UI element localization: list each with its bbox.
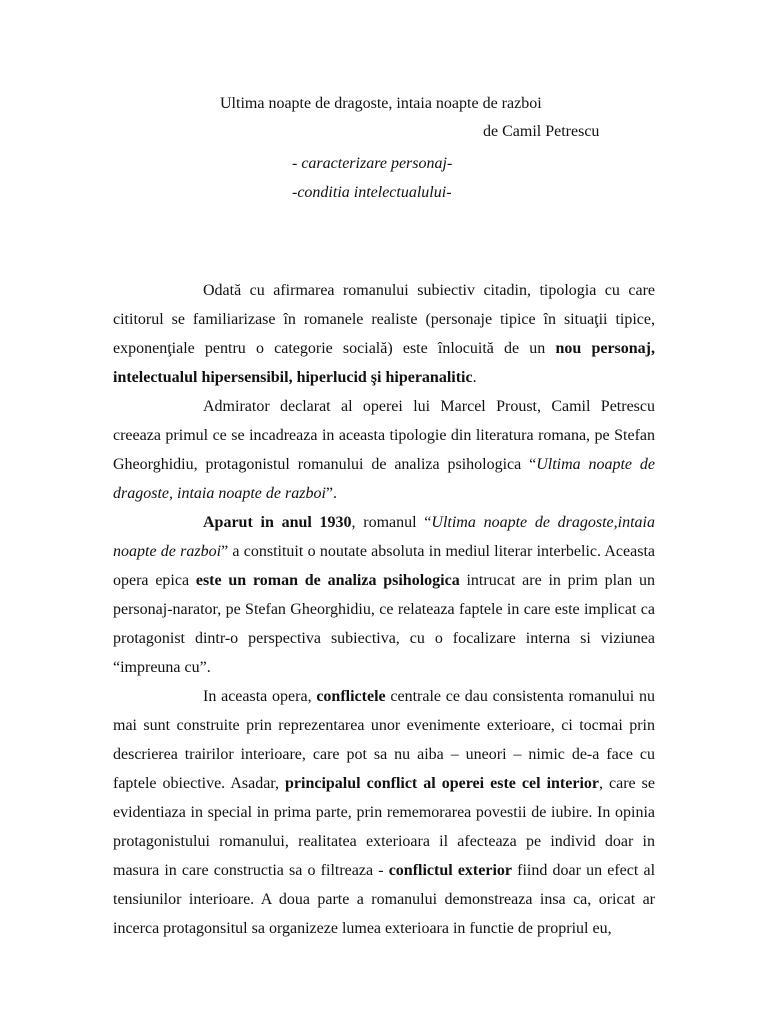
bold-text: este un roman de analiza psihologica	[195, 572, 460, 589]
paragraph	[113, 392, 655, 508]
text-segment: ” a constituit o noutate absoluta in mediul literar interbelic. Aceasta opera epica	[113, 543, 656, 589]
text-segment: centrale ce dau consistenta romanului nu mai sunt construite prin reprezentarea unor evenimente exterioare, ci tocmai prin descrierea trairilor interioare, care pot sa nu aiba – uneori – nimic de-a face cu faptele obiective. Asadar,	[113, 688, 655, 792]
text-segment: .	[472, 369, 477, 386]
subtitle-characterization: - caracterizare personaj-	[292, 155, 453, 172]
italic-text: Ultima noapte de dragoste,intaia noapte de razboi	[113, 514, 655, 560]
text-segment: intrucat are in prim plan un personaj-narator, pe Stefan Gheorghidiu, ce relateaza faptele in care este implicat ca protagonist dintr-o perspectiva subiectiva, cu o focalizare interna si viziunea “impreuna cu”.	[113, 572, 655, 676]
author-line: de Camil Petrescu	[483, 123, 600, 140]
text-segment: , care se evidentiaza in special in prima parte, prin rememorarea povestii de iubire. In opinia protagonistului romanului, realitatea exterioara il afecteaza pe individ doar in masura in care constructia sa o filtreaza -	[113, 775, 656, 879]
subtitle-intellectual-condition: -conditia intelectualului-	[292, 184, 452, 201]
paragraph	[113, 276, 655, 392]
paragraph	[113, 682, 655, 943]
text-segment: ”.	[325, 485, 337, 502]
document-title: Ultima noapte de dragoste, intaia noapte de razboi	[220, 95, 542, 112]
bold-text: principalul conflict al operei este cel interior	[285, 775, 599, 792]
document-body	[113, 276, 655, 943]
bold-text: Aparut in anul 1930	[203, 514, 352, 531]
bold-text: conflictele	[316, 688, 386, 705]
text-segment: Admirator declarat al operei lui Marcel Proust, Camil Petrescu creeaza primul ce se incadreaza in aceasta tipologie din literatura romana, pe Stefan Gheorghidiu, protagonistul romanului de analiza psihologica “	[113, 398, 655, 473]
text-segment: , romanul “	[351, 514, 432, 531]
text-segment: Odată cu afirmarea romanului subiectiv citadin, tipologia cu care cititorul se familiarizase în romanele realiste (personaje tipice în situaţii tipice, exponenţiale pentru o categorie socială) este înlocuită de un	[113, 282, 655, 357]
text-segment: In aceasta opera,	[203, 688, 317, 705]
bold-text: nou personaj, intelectualul hipersensibil, hiperlucid şi hiperanalitic	[113, 340, 656, 386]
paragraph	[113, 508, 655, 682]
italic-text: Ultima noapte de dragoste, intaia noapte de razboi	[113, 456, 655, 502]
bold-text: conflictul exterior	[388, 862, 513, 879]
text-segment: fiind doar un efect al tensiunilor interioare. A doua parte a romanului demonstreaza insa ca, oricat ar incerca protagonsitul sa organizeze lumea exterioara in functie de propriul eu,	[113, 862, 656, 937]
